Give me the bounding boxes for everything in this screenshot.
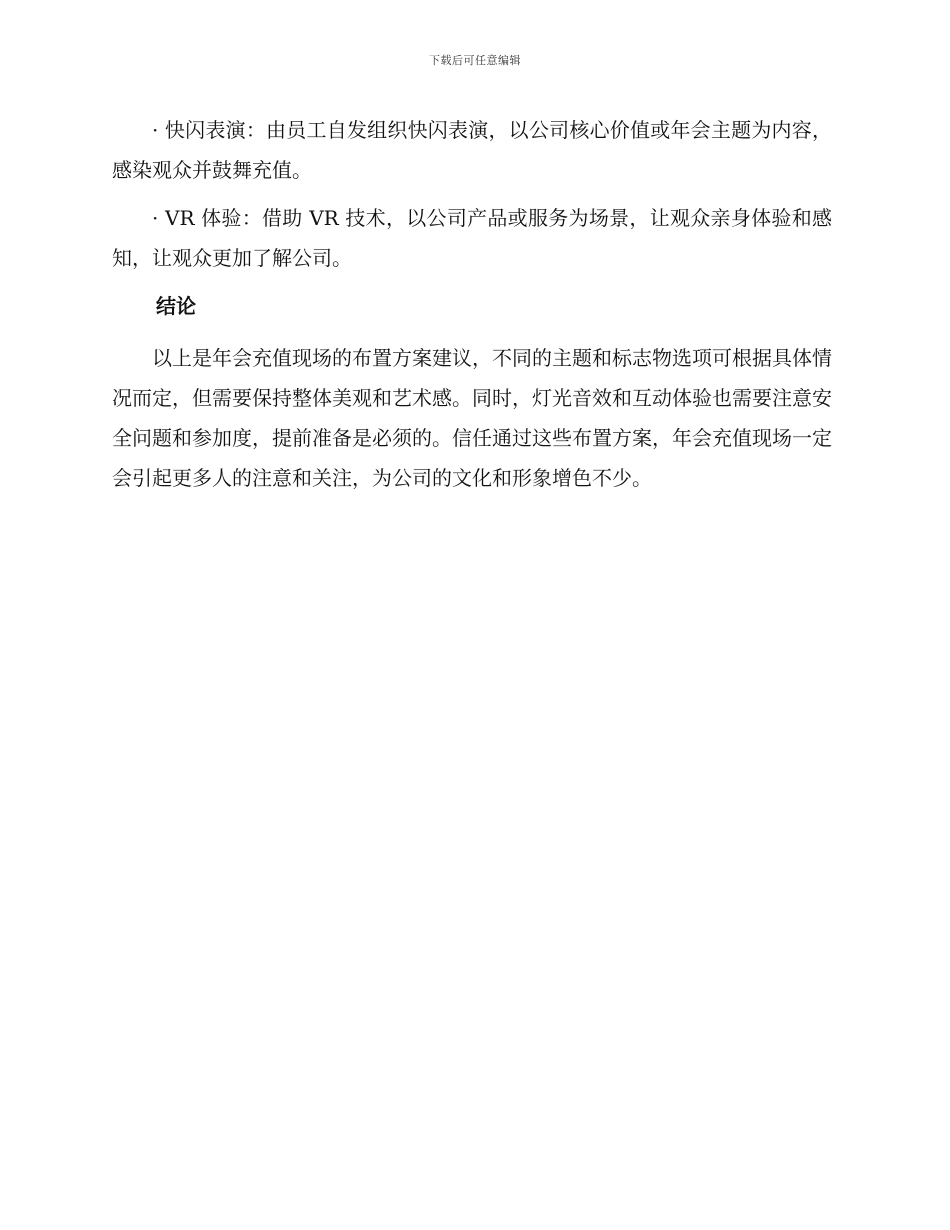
document-body — [112, 110, 832, 506]
paragraph-flash-performance: · 快闪表演：由员工自发组织快闪表演，以公司核心价值或年会主题为内容，感染观众并鼓舞充值。 — [112, 118, 832, 182]
paragraph-vr-experience: · VR 体验：借助 VR 技术，以公司产品或服务为场景，让观众亲身体验和感知，让观众更加了解公司。 — [112, 206, 832, 270]
paragraph-conclusion: 以上是年会充值现场的布置方案建议，不同的主题和标志物选项可根据具体情况而定，但需要保持整体美观和艺术感。同时，灯光音效和互动体验也需要注意安全问题和参加度，提前准备是必须的。信任通过这些布置方案，年会充值现场一定会引起更多人的注意和关注，为公司的文化和形象增色不少。 — [112, 346, 832, 490]
page-header: 下载后可任意编辑 — [429, 54, 521, 67]
heading-conclusion: 结论 — [156, 294, 196, 318]
